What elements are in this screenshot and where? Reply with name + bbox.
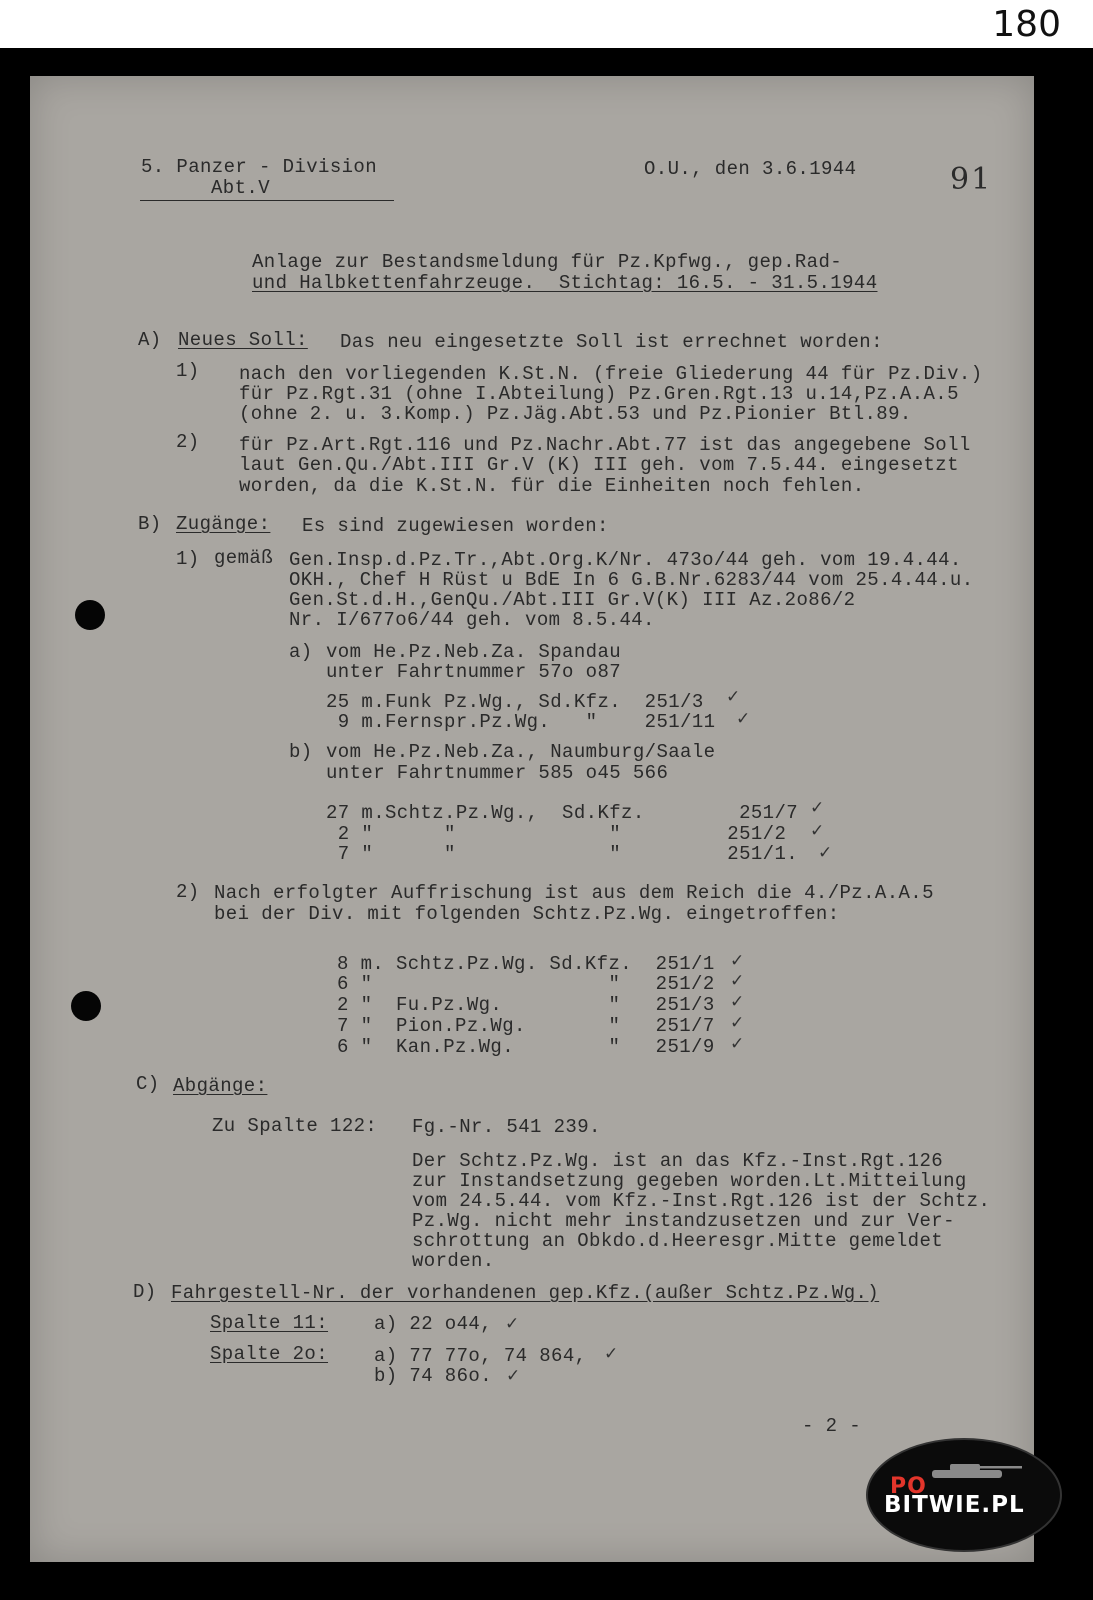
section-c-column-label: Zu Spalte 122: [212, 1115, 378, 1137]
header-place-date: O.U., den 3.6.1944 [644, 158, 857, 180]
section-c-line: zur Instandsetzung gegeben worden.Lt.Mitteilung [412, 1170, 967, 1192]
check-tick: ✓ [730, 1034, 745, 1054]
section-b-sub-b-row: 27 m.Schtz.Pz.Wg., Sd.Kfz. 251/7 [326, 802, 799, 824]
section-a-item2-line: worden, da die K.St.N. für die Einheiten noch fehlen. [239, 475, 865, 497]
section-b-item2-line: Nach erfolgter Auffrischung ist aus dem Reich die 4./Pz.A.A.5 [214, 882, 934, 904]
section-b-sub-b-row: 2 " " " 251/2 [326, 823, 787, 845]
check-tick: ✓ [726, 687, 741, 707]
check-tick: ✓ [730, 1013, 745, 1033]
punch-hole [71, 991, 101, 1021]
section-b-item2-row: 2 " Fu.Pz.Wg. " 251/3 [337, 994, 715, 1016]
section-b-item2-line: bei der Div. mit folgenden Schtz.Pz.Wg. eingetroffen: [214, 903, 840, 925]
section-b-sub-a-row: 9 m.Fernspr.Pz.Wg. " 251/11 [326, 711, 716, 733]
section-b-intro: Es sind zugewiesen worden: [302, 515, 609, 537]
section-d-heading: Fahrgestell-Nr. der vorhandenen gep.Kfz.(außer Schtz.Pz.Wg.) [171, 1282, 880, 1304]
check-tick: ✓ [810, 798, 825, 818]
section-b-item2-row: 6 " " 251/2 [337, 973, 715, 995]
section-b-sub-b-row: 7 " " " 251/1. [326, 843, 799, 865]
section-b-sub-b-marker: b) [289, 741, 313, 763]
page-continuation: - 2 - [802, 1415, 862, 1437]
header-dept: Abt.V [211, 177, 271, 199]
section-a-item1-line: (ohne 2. u. 3.Komp.) Pz.Jäg.Abt.53 und Pz.Pionier Btl.89. [239, 403, 912, 425]
section-b-sub-a-line: unter Fahrtnummer 57o o87 [326, 661, 622, 683]
section-a-heading: Neues Soll: [178, 329, 308, 351]
logo-bitwie-text: BITWIE.PL [884, 1492, 1025, 1518]
section-c-line: schrottung an Obkdo.d.Heeresgr.Mitte gemeldet [412, 1230, 944, 1252]
check-tick: ✓ [810, 821, 825, 841]
header-unit: 5. Panzer - Division [141, 156, 378, 178]
punch-hole [75, 600, 105, 630]
section-a-item2-num: 2) [176, 431, 200, 453]
spalte-20-value-b: b) 74 86o. [374, 1365, 493, 1387]
section-b-item2-row: 7 " Pion.Pz.Wg. " 251/7 [337, 1015, 715, 1037]
section-c-line: worden. [412, 1250, 495, 1272]
section-b-item1-line: OKH., Chef H Rüst u BdE In 6 G.B.Nr.6283/44 vom 25.4.44.u. [289, 569, 974, 591]
check-tick: ✓ [730, 951, 745, 971]
section-b-item1-line: Gen.St.d.H.,GenQu./Abt.III Gr.V(K) III Az.2o86/2 [289, 589, 856, 611]
sheet-number: 91 [950, 162, 993, 197]
check-tick: ✓ [506, 1366, 521, 1386]
pobitwie-logo [866, 1438, 1062, 1552]
section-b-sub-b-line: unter Fahrtnummer 585 o45 566 [326, 762, 669, 784]
check-tick: ✓ [736, 709, 751, 729]
section-b-item2-row: 6 " Kan.Pz.Wg. " 251/9 [337, 1036, 715, 1058]
section-b-sub-b-line: vom He.Pz.Neb.Za., Naumburg/Saale [326, 741, 716, 763]
spalte-20-label: Spalte 2o: [210, 1343, 329, 1365]
section-b-item1-lead: gemäß [214, 547, 274, 569]
section-a-item2-line: laut Gen.Qu./Abt.III Gr.V (K) III geh. vom 7.5.44. eingesetzt [239, 454, 959, 476]
spalte-20-value-a: a) 77 77o, 74 864, [374, 1345, 587, 1367]
section-c-fg-number: Fg.-Nr. 541 239. [412, 1116, 601, 1138]
top-bar [0, 0, 1093, 48]
section-a-item1-line: nach den vorliegenden K.St.N. (freie Gliederung 44 für Pz.Div.) [239, 363, 983, 385]
section-c-marker: C) [136, 1073, 160, 1095]
logo-po-text: PO [890, 1474, 927, 1499]
section-b-item2-row: 8 m. Schtz.Pz.Wg. Sd.Kfz. 251/1 [337, 953, 715, 975]
section-c-line: vom 24.5.44. vom Kfz.-Inst.Rgt.126 ist der Schtz. [412, 1190, 991, 1212]
section-a-intro: Das neu eingesetzte Soll ist errechnet worden: [340, 331, 883, 353]
section-b-sub-a-marker: a) [289, 641, 313, 663]
section-b-heading: Zugänge: [176, 513, 271, 535]
title-line-2: und Halbkettenfahrzeuge. Stichtag: 16.5. - 31.5.1944 [252, 272, 878, 294]
header-underline [140, 200, 394, 201]
title-line-1: Anlage zur Bestandsmeldung für Pz.Kpfwg., gep.Rad- [252, 251, 843, 273]
section-b-sub-a-row: 25 m.Funk Pz.Wg., Sd.Kfz. 251/3 [326, 691, 704, 713]
check-tick: ✓ [730, 971, 745, 991]
section-c-line: Der Schtz.Pz.Wg. ist an das Kfz.-Inst.Rgt.126 [412, 1150, 944, 1172]
section-b-item1-num: 1) [176, 548, 200, 570]
check-tick: ✓ [604, 1344, 619, 1364]
section-b-item1-line: Nr. I/677o6/44 geh. vom 8.5.44. [289, 609, 655, 631]
section-b-sub-a-line: vom He.Pz.Neb.Za. Spandau [326, 641, 622, 663]
section-b-marker: B) [138, 513, 162, 535]
check-tick: ✓ [505, 1314, 520, 1334]
document-sheet [30, 76, 1034, 1562]
check-tick: ✓ [730, 992, 745, 1012]
section-c-line: Pz.Wg. nicht mehr instandzusetzen und zur Ver- [412, 1210, 955, 1232]
section-b-item2-num: 2) [176, 881, 200, 903]
section-b-item1-line: Gen.Insp.d.Pz.Tr.,Abt.Org.K/Nr. 473o/44 geh. vom 19.4.44. [289, 549, 962, 571]
section-c-heading: Abgänge: [173, 1075, 268, 1097]
section-a-item2-line: für Pz.Art.Rgt.116 und Pz.Nachr.Abt.77 ist das angegebene Soll [239, 434, 971, 456]
section-a-item1-line: für Pz.Rgt.31 (ohne I.Abteilung) Pz.Gren.Rgt.13 u.14,Pz.A.A.5 [239, 383, 959, 405]
check-tick: ✓ [818, 843, 833, 863]
section-a-item1-num: 1) [176, 360, 200, 382]
section-a-marker: A) [138, 329, 162, 351]
spalte-11-value: a) 22 o44, [374, 1313, 493, 1335]
section-d-marker: D) [133, 1281, 157, 1303]
spalte-11-label: Spalte 11: [210, 1312, 329, 1334]
page-number: 180 [992, 4, 1061, 45]
